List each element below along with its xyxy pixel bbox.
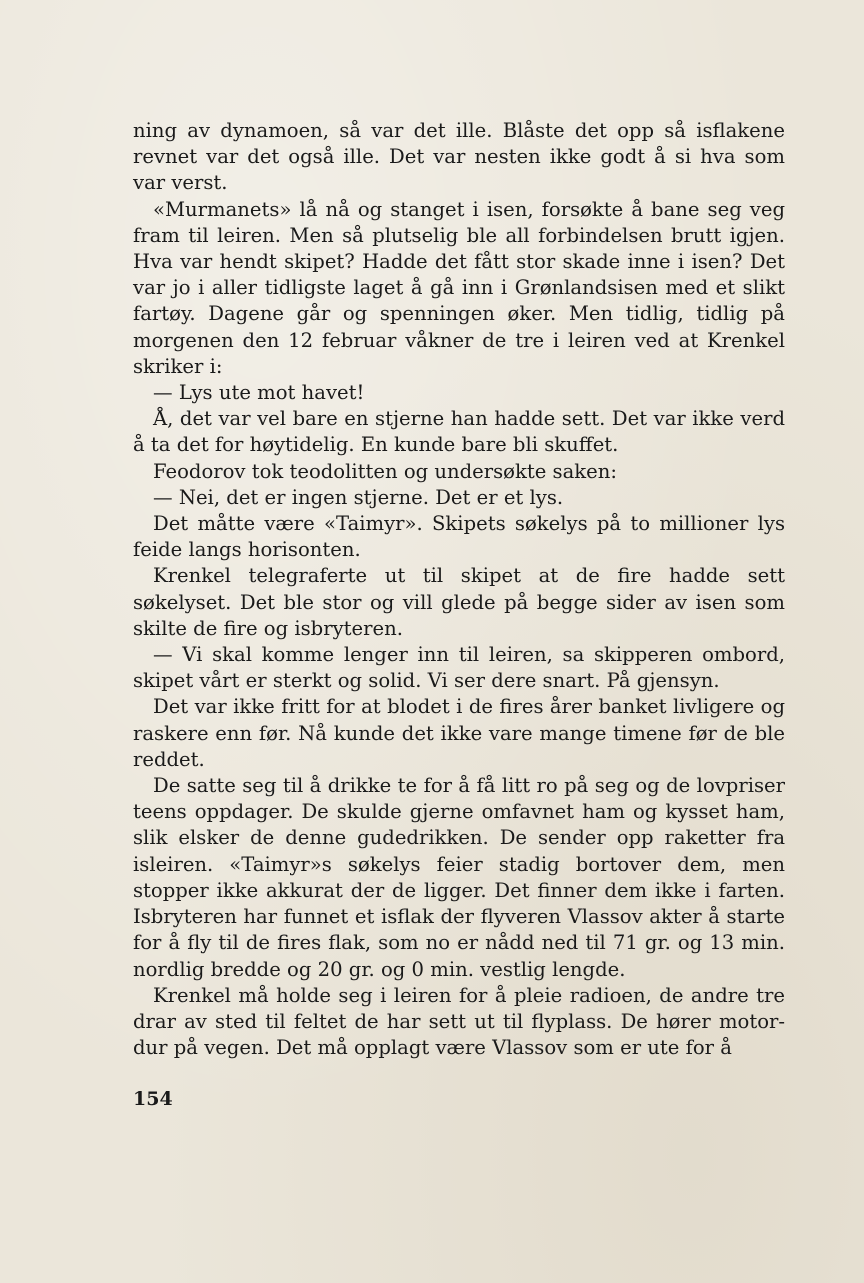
paragraph: — Nei, det er ingen stjerne. Det er et lys. — [153, 485, 564, 509]
paragraph: — Lys ute mot havet! — [153, 381, 365, 405]
paragraph: — Vi skal komme lenger inn til leiren, sa skipperen ombord, skipet vårt er sterkt og solid. Vi ser dere snart. På gjensyn. — [133, 643, 785, 693]
paragraph: Å, det var vel bare en stjerne han hadde sett. Det var ikke verd å ta det for høytidelig. En kunde bare bli skuffet. — [133, 407, 785, 457]
paragraph: Feodorov tok teodolitten og undersøkte saken: — [153, 459, 617, 483]
paragraph: Det var ikke fritt for at blodet i de fires årer banket livligere og raskere enn før. Nå kunde det ikke vare mange timene før de ble reddet. — [133, 695, 785, 771]
paragraph: Krenkel må holde seg i leiren for å pleie radioen, de andre tre drar av sted til feltet de har sett ut til flyplass. De hører motordur på vegen. Det må opplagt være Vlassov som er ute for å — [133, 983, 785, 1060]
paragraph: Det måtte være «Taimyr». Skipets søkelys på to millioner lys feide langs horisonten. — [133, 512, 785, 562]
paragraph: ning av dynamoen, så var det ille. Blåste det opp så isflakene revnet var det også ille. Det var nesten ikke godt å si hva som var verst. — [133, 119, 785, 195]
paragraph: «Murmanets» lå nå og stanget i isen, forsøkte å bane seg veg fram til leiren. Men så plutselig ble all forbindelsen brutt igjen. Hva var hendt skipet? Hadde det fått stor skade inne i isen? Det var jo i aller tidligste laget å gå inn i Grønlandsisen med et slikt fartøy. Dagene går og spenningen øker. Men tidlig, tidlig på morgenen den 12 februar våkner de tre i leiren ved at Krenkel skriker i: — [133, 197, 785, 378]
page-number: 154 — [133, 1088, 173, 1110]
body-text — [133, 118, 785, 1061]
paragraph: Krenkel telegraferte ut til skipet at de fire hadde sett søkelyset. Det ble stor og vill glede på begge sider av isen som skilte de fire og isbryteren. — [133, 564, 785, 640]
paragraph: De satte seg til å drikke te for å få litt ro på seg og de lovpriser teens oppdager. De skulde gjerne omfavnet ham og kysset ham, slik elsker de denne gudedrikken. De sender opp raketter fra isleiren. «Taimyr»s søkelys feier stadig bortover dem, men stopper ikke akkurat der de ligger. Det finner dem ikke i farten. Isbryteren har funnet et isflak der flyveren Vlassov akter å starte for å fly til de fires flak, som no er nådd ned til 71 gr. og 13 min. nordlig bredde og 20 gr. og 0 min. vestlig lengde. — [133, 774, 785, 981]
